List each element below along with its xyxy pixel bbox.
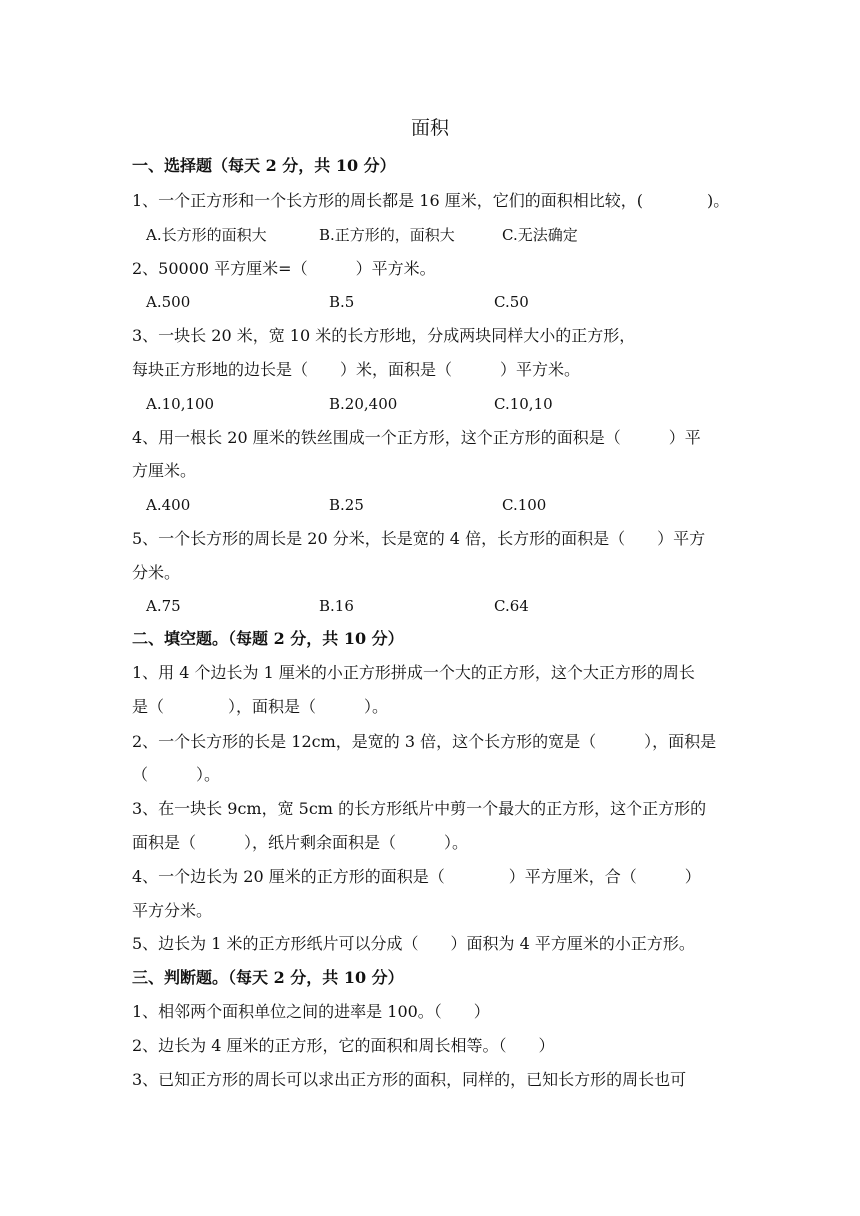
question-text-continued: 分米。 (132, 563, 181, 582)
option-c: C.64 (494, 597, 529, 615)
option-a: A.10,100 (146, 395, 215, 413)
question-text: 3、一块长 20 米，宽 10 米的长方形地，分成两块同样大小的正方形， (132, 326, 636, 345)
option-c: C.10,10 (494, 395, 553, 413)
option-c: C.无法确定 (502, 226, 578, 244)
option-a: A.400 (146, 496, 191, 514)
question-text: 4、用一根长 20 厘米的铁丝围成一个正方形，这个正方形的面积是（ ）平 (132, 428, 701, 447)
section-heading-choice: 一、选择题（每天 2 分，共 10 分） (132, 156, 396, 175)
section-heading-fill-blank: 二、填空题。（每题 2 分，共 10 分） (132, 629, 404, 648)
option-a: A.75 (146, 597, 181, 615)
question-text-continued: （ ）。 (132, 765, 221, 784)
option-c: C.100 (502, 496, 547, 514)
question-text: 5、边长为 1 米的正方形纸片可以分成（ ）面积为 4 平方厘米的小正方形。 (132, 934, 695, 953)
question-text: 2、边长为 4 厘米的正方形，它的面积和周长相等。（ ） (132, 1036, 555, 1055)
option-c: C.50 (494, 293, 529, 311)
page-title: 面积 (410, 117, 449, 139)
option-b: B.25 (329, 496, 364, 514)
option-b: B.20,400 (329, 395, 398, 413)
question-text-continued: 面积是（ ），纸片剩余面积是（ ）。 (132, 833, 469, 852)
section-heading-true-false: 三、判断题。（每天 2 分，共 10 分） (132, 968, 404, 987)
question-text-continued: 每块正方形地的边长是（ ）米，面积是（ ）平方米。 (132, 360, 581, 379)
option-b: B.16 (319, 597, 354, 615)
question-text: 2、一个长方形的长是 12cm，是宽的 3 倍，这个长方形的宽是（ ），面积是 (132, 732, 717, 751)
question-text: 3、在一块长 9cm，宽 5cm 的长方形纸片中剪一个最大的正方形，这个正方形的 (132, 799, 707, 818)
option-a: A.500 (146, 293, 191, 311)
question-text: 4、一个边长为 20 厘米的正方形的面积是（ ）平方厘米，合（ ） (132, 867, 701, 886)
question-text-continued: 是（ ），面积是（ ）。 (132, 697, 389, 716)
question-text: 5、一个长方形的周长是 20 分米，长是宽的 4 倍，长方形的面积是（ ）平方 (132, 529, 706, 548)
option-b: B.5 (329, 293, 355, 311)
question-text: 2、50000 平方厘米=（ ）平方米。 (132, 259, 436, 278)
question-text: 3、已知正方形的周长可以求出正方形的面积，同样的，已知长方形的周长也可 (132, 1070, 687, 1089)
question-text: 1、一个正方形和一个长方形的周长都是 16 厘米，它们的面积相比较，( )。 (132, 191, 730, 210)
question-text: 1、相邻两个面积单位之间的进率是 100。（ ） (132, 1002, 490, 1021)
question-text: 1、用 4 个边长为 1 厘米的小正方形拼成一个大的正方形，这个大正方形的周长 (132, 663, 695, 682)
question-text-continued: 平方分米。 (132, 901, 213, 920)
question-text-continued: 方厘米。 (132, 461, 197, 480)
option-b: B.正方形的，面积大 (319, 226, 455, 244)
option-a: A.长方形的面积大 (146, 226, 267, 244)
